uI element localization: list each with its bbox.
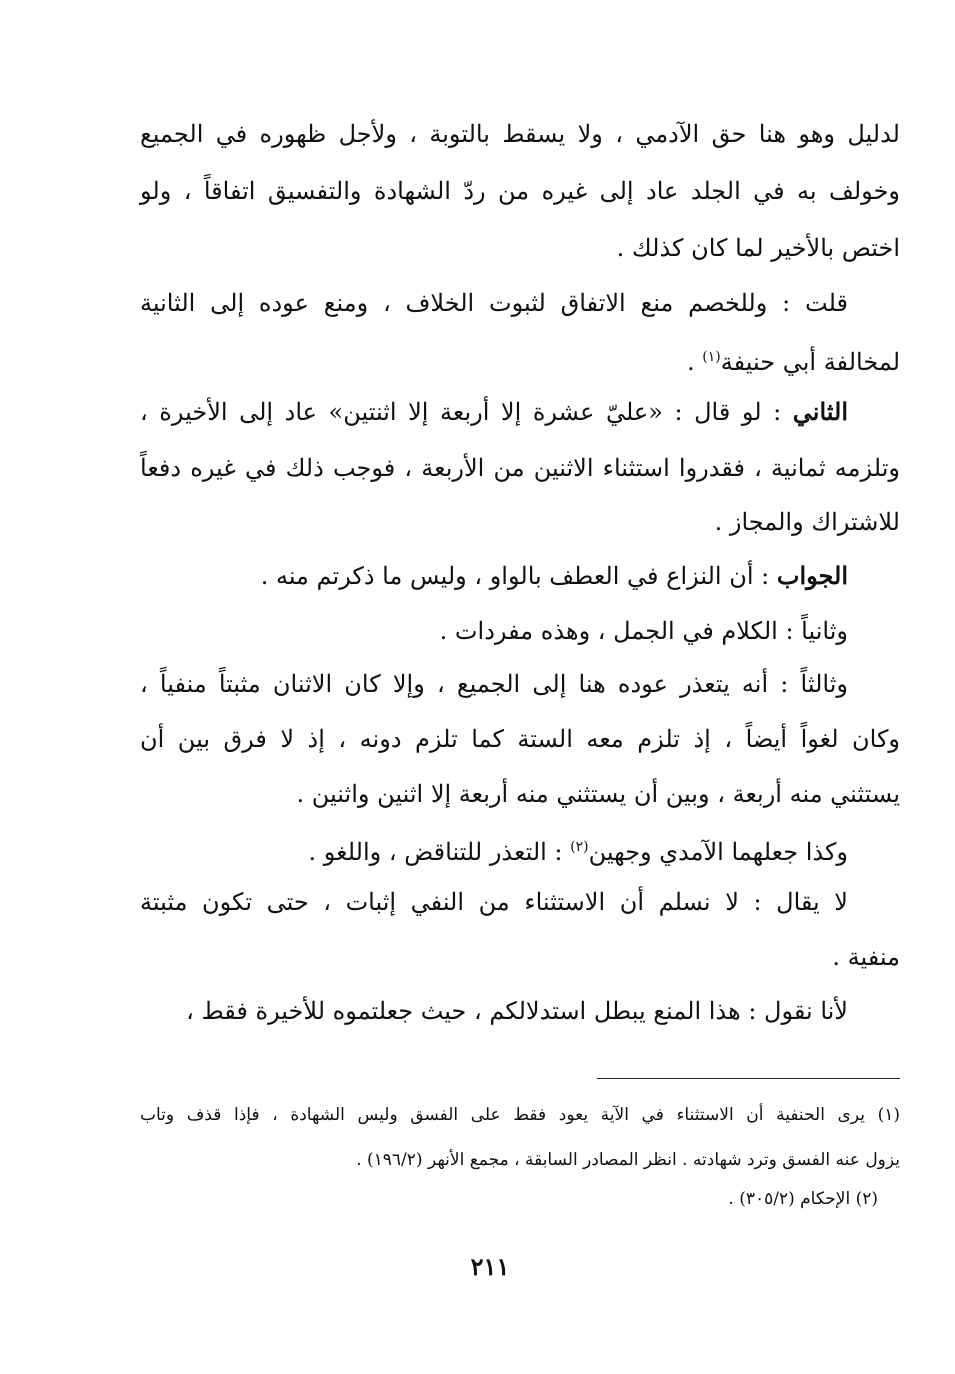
footnote: (٢) الإحكام (٣٠٥/٢) . [728, 1189, 878, 1209]
footnote-separator [597, 1078, 900, 1079]
text-line [140, 556, 900, 596]
text-line: وثانياً : الكلام في الجمل ، وهذه مفردات . [439, 617, 848, 645]
text-line: يستثني منه أربعة ، وبين أن يستثني منه أربعة إلا اثنين واثنين . [296, 780, 900, 808]
text-segment: : التعذر للتناقض ، واللغو . [308, 838, 571, 866]
text-segment: . [687, 348, 703, 376]
section-heading: الجواب [776, 561, 848, 590]
footnote-marker[interactable]: (١) [702, 349, 721, 365]
footnote: (١) يرى الحنفية أن الاستثناء في الآية يعود فقط على الفسق وليس الشهادة ، فإذا قذف وتاب [140, 1105, 900, 1125]
text-line: للاشتراك والمجاز . [714, 508, 900, 536]
text-line: لدليل وهو هنا حق الآدمي ، ولا يسقط بالتوبة ، ولأجل ظهوره في الجميع [140, 120, 900, 148]
text-segment: : لو قال : «عليّ عشرة إلا أربعة إلا اثنتين» عاد إلى الأخيرة ، [140, 398, 793, 426]
text-line: منفية . [832, 943, 900, 971]
text-segment: : أن النزاع في العطف بالواو ، وليس ما ذكرتم منه . [260, 562, 777, 590]
text-line [140, 827, 900, 867]
text-line: لا يقال : لا نسلم أن الاستثناء من النفي إثبات ، حتى تكون مثبتة [140, 888, 848, 916]
text-line [140, 392, 900, 432]
text-line: وخولف به في الجلد عاد إلى غيره من ردّ الشهادة والتفسيق اتفاقاً ، ولو [140, 177, 900, 205]
text-line: اختص بالأخير لما كان كذلك . [616, 234, 900, 262]
text-line: وكان لغواً أيضاً ، إذ تلزم معه الستة كما تلزم دونه ، إذ لا فرق بين أن [140, 725, 900, 753]
text-line: لأنا نقول : هذا المنع يبطل استدلالكم ، حيث جعلتموه للأخيرة فقط ، [186, 997, 848, 1025]
section-heading: الثاني [792, 397, 848, 426]
text-line: وتلزمه ثمانية ، فقدروا استثناء الاثنين من الأربعة ، فوجب ذلك في غيره دفعاً [140, 454, 900, 482]
footnote: يزول عنه الفسق وترد شهادته . انظر المصادر السابقة ، مجمع الأنهر (١٩٦/٢) . [356, 1150, 900, 1170]
text-segment: وكذا جعلهما الآمدي وجهين [588, 838, 848, 866]
footnote-marker[interactable]: (٢) [570, 839, 589, 855]
text-segment: لمخالفة أبي حنيفة [720, 348, 900, 376]
text-line: قلت : وللخصم منع الاتفاق لثبوت الخلاف ، ومنع عوده إلى الثانية [140, 289, 848, 317]
page-number: ٢١١ [470, 1252, 510, 1281]
text-line [140, 337, 900, 377]
text-line: وثالثاً : أنه يتعذر عوده هنا إلى الجميع ، وإلا كان الاثنان مثبتاً منفياً ، [140, 670, 848, 698]
